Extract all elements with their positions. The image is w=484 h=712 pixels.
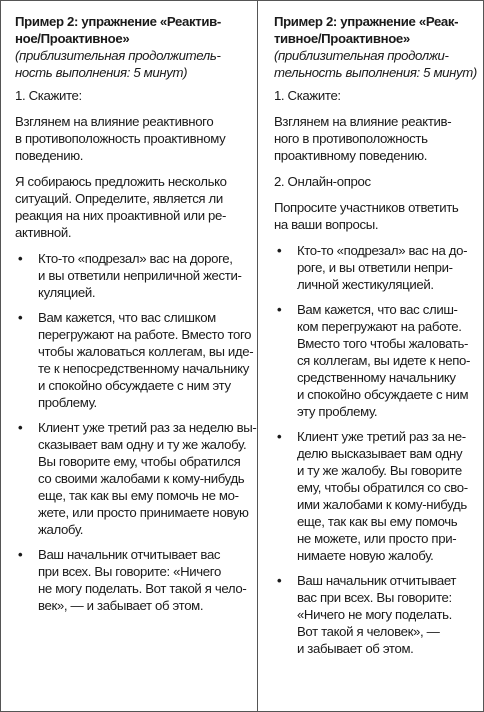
- bullet-icon: •: [276, 429, 282, 444]
- text-line: и вы ответили неприличной жести-: [38, 268, 242, 283]
- text-line: Клиент уже третий раз за неделю вы-: [38, 420, 257, 435]
- text-line: проблему.: [38, 395, 97, 410]
- text-line: эту проблему.: [296, 404, 378, 419]
- text-line: сказывает вам одну и ту же жалобу.: [38, 437, 247, 452]
- text-line: Вам кажется, что вас слиш-: [296, 302, 458, 317]
- instruction-paragraph: [274, 113, 479, 164]
- text-line: поведению.: [15, 148, 84, 163]
- text-line: при всех. Вы говорите: «Ничего: [38, 564, 221, 579]
- text-line: Взглянем на влияние реактив-: [273, 114, 452, 129]
- text-line: перегружают на работе. Вместо того: [38, 327, 252, 342]
- text-line: те к непосредственному начальнику: [38, 361, 249, 376]
- text-line: вас при всех. Вы говорите:: [296, 590, 452, 605]
- situation-list: [274, 242, 479, 657]
- list-item: [274, 428, 479, 564]
- text-line: ситуаций. Определите, является ли: [15, 191, 223, 206]
- step-heading: 1. Скажите:: [15, 88, 82, 103]
- text-line: Кто-то «подрезал» вас на дороге,: [38, 251, 233, 266]
- text-line: Клиент уже третий раз за не-: [296, 429, 466, 444]
- text-line: нимаете новую жалобу.: [296, 548, 434, 563]
- instruction-paragraph: [15, 113, 249, 164]
- text-line: ное/Проактивное»: [15, 31, 130, 46]
- text-line: средственному начальнику: [296, 370, 456, 385]
- exercise-title: [274, 13, 479, 47]
- step-heading: 2. Онлайн-опрос: [273, 174, 371, 189]
- text-line: Ваш начальник отчитывает вас: [38, 547, 221, 562]
- list-item: [274, 301, 479, 420]
- text-line: еще, так как вы ему помочь: [296, 514, 458, 529]
- text-line: (приблизительная продолжи-: [273, 48, 449, 63]
- duration-note: [15, 47, 249, 81]
- list-item: [15, 309, 254, 411]
- text-line: тельность выполнения: 5 минут): [273, 65, 477, 80]
- text-line: жалобу.: [38, 522, 84, 537]
- bullet-icon: •: [276, 573, 282, 588]
- list-item: [274, 572, 479, 657]
- text-line: не можете, или просто при-: [296, 531, 457, 546]
- text-line: и спокойно обсуждаете с ним эту: [38, 378, 231, 393]
- text-line: личной жестикуляцией.: [296, 277, 434, 292]
- text-line: реакция на них проактивной или ре-: [15, 208, 227, 223]
- text-line: Вам кажется, что вас слишком: [38, 310, 216, 325]
- text-line: активной.: [15, 225, 72, 240]
- text-line: Попросите участников ответить: [273, 200, 459, 215]
- instruction-paragraph: [274, 199, 479, 233]
- list-item: [15, 546, 249, 614]
- list-item: [274, 242, 479, 293]
- text-line: Пример 2: упражнение «Реактив-: [15, 14, 221, 29]
- text-line: и забывает об этом.: [296, 641, 414, 656]
- list-item: [15, 250, 249, 301]
- bullet-icon: •: [18, 310, 23, 325]
- text-line: чтобы жаловаться коллегам, вы иде-: [38, 344, 254, 359]
- text-line: на ваши вопросы.: [273, 217, 379, 232]
- right-column: [257, 1, 483, 711]
- text-line: не могу поделать. Вот такой я чело-: [38, 581, 247, 596]
- text-line: роге, и вы ответили непри-: [296, 260, 453, 275]
- text-line: делю высказывает вам одну: [296, 446, 463, 461]
- text-line: тивное/Проактивное»: [273, 31, 410, 46]
- text-line: ся коллегам, вы идете к непо-: [296, 353, 471, 368]
- text-line: век», — и забывает об этом.: [38, 598, 204, 613]
- text-line: Ваш начальник отчитывает: [296, 573, 457, 588]
- text-line: Вы говорите ему, чтобы обратился: [38, 454, 241, 469]
- bullet-icon: •: [276, 302, 282, 317]
- step-heading: 1. Скажите:: [273, 88, 341, 103]
- text-line: Кто-то «подрезал» вас на до-: [296, 243, 468, 258]
- text-line: Взглянем на влияние реактивного: [15, 114, 214, 129]
- text-line: Вместо того чтобы жаловать-: [296, 336, 469, 351]
- text-line: ему, чтобы обратился со сво-: [296, 480, 468, 495]
- text-line: куляцией.: [38, 285, 96, 300]
- situation-list: [15, 250, 257, 614]
- text-line: Я собираюсь предложить несколько: [15, 174, 227, 189]
- text-line: и ту же жалобу. Вы говорите: [296, 463, 462, 478]
- text-line: проактивному поведению.: [273, 148, 428, 163]
- left-column: [1, 1, 257, 711]
- instruction-paragraph: [15, 173, 249, 241]
- text-line: ком перегружают на работе.: [296, 319, 462, 334]
- text-line: со своими жалобами к кому-нибудь: [38, 471, 245, 486]
- bullet-icon: •: [18, 547, 23, 562]
- column-divider: [257, 1, 258, 711]
- text-line: Пример 2: упражнение «Реак-: [273, 14, 459, 29]
- text-line: ность выполнения: 5 минут): [15, 65, 188, 80]
- text-line: жете, или просто принимаете новую: [38, 505, 249, 520]
- text-line: «Ничего не могу поделать.: [296, 607, 452, 622]
- bullet-icon: •: [18, 420, 23, 435]
- bullet-icon: •: [18, 251, 23, 266]
- text-line: еще, так как вы ему помочь не мо-: [38, 488, 239, 503]
- duration-note: [274, 47, 479, 81]
- text-line: Вот такой я человек», —: [296, 624, 440, 639]
- exercise-title: [15, 13, 249, 47]
- bullet-icon: •: [276, 243, 282, 258]
- text-line: ного в противоположность: [273, 131, 428, 146]
- list-item: [15, 419, 257, 538]
- text-line: ими жалобами к кому-нибудь: [296, 497, 467, 512]
- text-line: и спокойно обсуждаете с ним: [296, 387, 469, 402]
- text-line: в противоположность проактивному: [15, 131, 226, 146]
- text-line: (приблизительная продолжитель-: [15, 48, 221, 63]
